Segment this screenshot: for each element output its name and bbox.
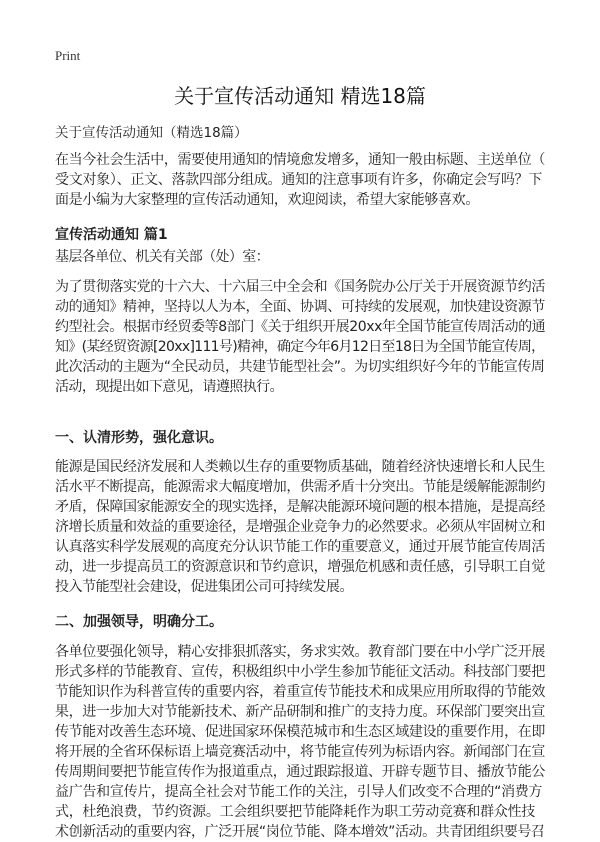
section-heading: 宣传活动通知 篇1 bbox=[55, 227, 168, 243]
text-line: 术创新活动的重要内容，广泛开展“岗位节能、降本增效”活动。共青团组织要号召 bbox=[55, 824, 545, 840]
print-link[interactable]: Print bbox=[55, 48, 81, 63]
text-line: 矛盾，保障国家能源安全的现实选择，是解决能源环境问题的根本措施，是提高经 bbox=[55, 499, 545, 515]
heading-2: 二、加强领导，明确分工。 bbox=[55, 614, 223, 630]
text-line: 济增长质量和效益的重要途径，是增强企业竞争力的必然要求。必须从牢固树立和 bbox=[55, 519, 545, 535]
subtitle: 关于宣传活动通知（精选18篇） bbox=[55, 125, 248, 141]
paragraph-3 bbox=[55, 642, 555, 842]
text-line: 形式多样的节能教育、宣传，积极组织中小学生参加节能征文活动。科技部门要把 bbox=[55, 664, 545, 680]
text-line: 果，进一步加大对节能新技术、新产品研制和推广的支持力度。环保部门要突出宣 bbox=[55, 704, 545, 720]
text-line: 受文对象）、正文、落款四部分组成。通知的注意事项有许多，你确定会写吗？下 bbox=[55, 172, 542, 188]
intro-paragraph bbox=[55, 150, 555, 210]
text-line: 式，杜绝浪费，节约资源。工会组织要把节能降耗作为职工劳动竞赛和群众性技 bbox=[55, 804, 535, 820]
text-line: 知》(某经贸资源[20xx]111号)精神，确定今年6月12日至18日为全国节能宣传周， bbox=[55, 339, 545, 355]
text-line: 为了贯彻落实党的十六大、十六届三中全会和《国务院办公厅关于开展资源节约活 bbox=[55, 279, 545, 295]
text-line: 约型社会。根据市经贸委等8部门《关于组织开展20xx年全国节能宣传周活动的通 bbox=[55, 319, 546, 335]
text-line: 将开展的全省环保标语上墙竞赛活动中，将节能宣传列为标语内容。新闻部门在宣 bbox=[55, 744, 545, 760]
text-line: 传节能对改善生态环境、促进国家环保模范城市和生态区域建设的重要作用，在即 bbox=[55, 724, 545, 740]
text-line: 活水平不断提高，能源需求大幅度增加，供需矛盾十分突出。节能是缓解能源制约 bbox=[55, 479, 545, 495]
heading-1: 一、认清形势，强化意识。 bbox=[55, 430, 223, 446]
text-line: 活动，现提出如下意见，请遵照执行。 bbox=[55, 379, 283, 395]
text-line: 益广告和宣传片，提高全社会对节能工作的关注，引导人们改变不合理的“消费方 bbox=[55, 784, 543, 800]
text-line: 能源是国民经济发展和人类赖以生存的重要物质基础，随着经济快速增长和人民生 bbox=[55, 459, 545, 475]
paragraph-2 bbox=[55, 457, 555, 597]
text-line: 各单位要强化领导，精心安排狠抓落实，务求实效。教育部门要在中小学广泛开展 bbox=[55, 644, 545, 660]
text-line: 动的通知》精神，坚持以人为本，全面、协调、可持续的发展观，加快建设资源节 bbox=[55, 299, 545, 315]
text-line: 投入节能型社会建设，促进集团公司可持续发展。 bbox=[55, 579, 353, 595]
text-line: 动，进一步提高员工的资源意识和节约意识，增强危机感和责任感，引导职工自觉 bbox=[55, 559, 545, 575]
text-line: 在当今社会生活中，需要使用通知的情境愈发增多，通知一般由标题、主送单位（ bbox=[55, 152, 545, 168]
salutation: 基层各单位、机关有关部（处）室： bbox=[55, 249, 269, 265]
text-line: 节能知识作为科普宣传的重要内容，着重宣传节能技术和成果应用所取得的节能效 bbox=[55, 684, 545, 700]
text-line: 此次活动的主题为“全民动员，共建节能型社会”。为切实组织好今年的节能宣传周 bbox=[55, 359, 545, 375]
paragraph-1 bbox=[55, 277, 555, 397]
page-title: 关于宣传活动通知 精选18篇 bbox=[174, 84, 426, 108]
text-line: 认真落实科学发展观的高度充分认识节能工作的重要意义，通过开展节能宣传周活 bbox=[55, 539, 545, 555]
text-line: 传周期间要把节能宣传作为报道重点，通过跟踪报道、开辟专题节目、播放节能公 bbox=[55, 764, 545, 780]
text-line: 面是小编为大家整理的宣传活动通知，欢迎阅读，希望大家能够喜欢。 bbox=[55, 192, 479, 208]
